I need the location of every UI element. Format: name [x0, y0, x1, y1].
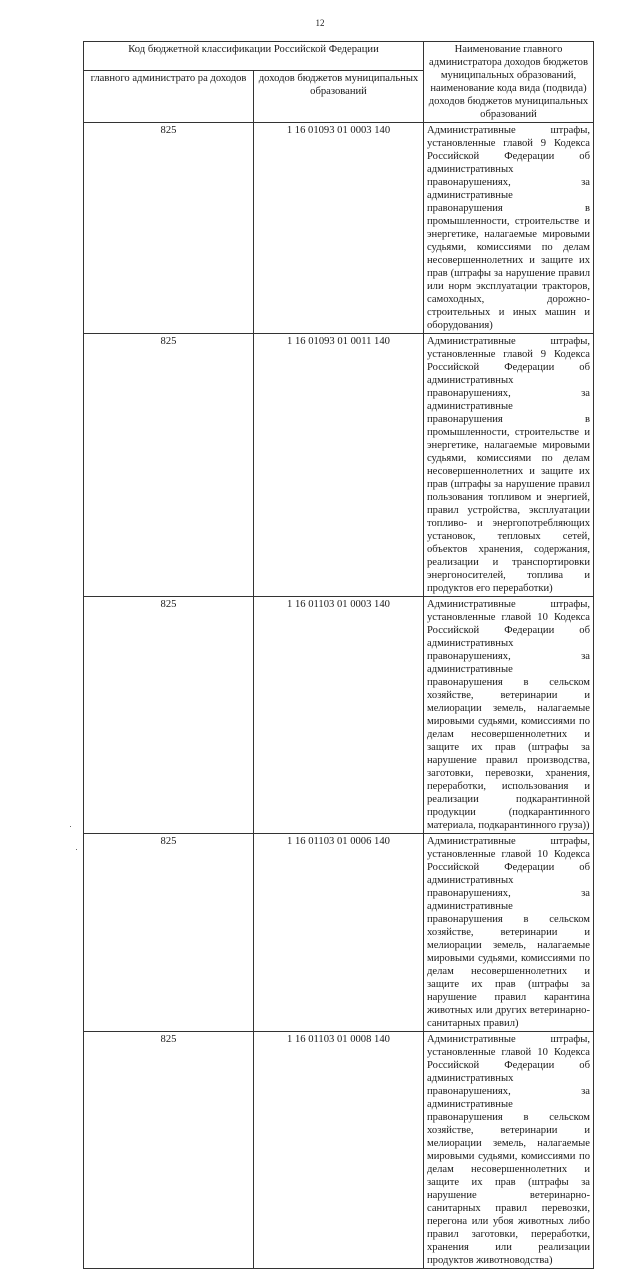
table-row	[84, 334, 594, 597]
revenue-code-cell: 1 16 01103 01 0003 140	[254, 597, 424, 834]
page-number: 12	[315, 18, 325, 28]
revenue-name-cell: Административные штрафы, установленные главой 10 Кодекса Российской Федерации об административных правонарушениях, за административные правонарушения в сельском хозяйстве, ветеринарии и мелиорации земель, налагаемые мировыми судьями, комиссиями по делам несовершеннолетних и защите их прав (штрафы за нарушение ветеринарно-санитарных правил перевозки, перегона или убоя животных либо правил заготовки, переработки, хранения или реализации продуктов животноводства)	[424, 1032, 594, 1269]
admin-code-cell: 825	[84, 1032, 254, 1269]
table-row	[84, 1032, 594, 1269]
table-header-row	[84, 42, 594, 71]
table-row	[84, 123, 594, 334]
budget-classification-table	[83, 41, 594, 1269]
revenue-column-header: доходов бюджетов муниципальных образований	[254, 70, 424, 122]
scan-speck	[76, 849, 77, 850]
revenue-code-cell: 1 16 01093 01 0003 140	[254, 123, 424, 334]
admin-code-cell: 825	[84, 597, 254, 834]
revenue-name-cell: Административные штрафы, установленные главой 9 Кодекса Российской Федерации об административных правонарушениях, за административные правонарушения в промышленности, строительстве и энергетике, налагаемые мировыми судьями, комиссиями по делам несовершеннолетних и защите их прав (штрафы за нарушение правил или норм эксплуатации тракторов, самоходных, дорожно-строительных и иных машин и оборудования)	[424, 123, 594, 334]
admin-column-header: главного администрато ра доходов	[84, 70, 254, 122]
table-row	[84, 597, 594, 834]
admin-code-cell: 825	[84, 123, 254, 334]
kbk-group-header: Код бюджетной классификации Российской Федерации	[84, 42, 424, 71]
admin-code-cell: 825	[84, 834, 254, 1032]
admin-code-cell: 825	[84, 334, 254, 597]
scan-speck	[70, 826, 71, 827]
name-column-header: Наименование главного администратора доходов бюджетов муниципальных образований, наименование кода вида (подвида) доходов бюджетов муниципальных образований	[424, 42, 594, 123]
table-row	[84, 834, 594, 1032]
revenue-code-cell: 1 16 01103 01 0006 140	[254, 834, 424, 1032]
revenue-code-cell: 1 16 01093 01 0011 140	[254, 334, 424, 597]
revenue-name-cell: Административные штрафы, установленные главой 9 Кодекса Российской Федерации об административных правонарушениях, за административные правонарушения в промышленности, строительстве и энергетике, налагаемые мировыми судьями, комиссиями по делам несовершеннолетних и защите их прав (штрафы за нарушение правил пользования топливом и энергией, правил устройства, эксплуатации топливо- и энергопотребляющих установок, тепловых сетей, объектов хранения, содержания, реализации и транспортировки энергоносителей, топлива и продуктов его переработки)	[424, 334, 594, 597]
revenue-name-cell: Административные штрафы, установленные главой 10 Кодекса Российской Федерации об административных правонарушениях, за административные правонарушения в сельском хозяйстве, ветеринарии и мелиорации земель, налагаемые мировыми судьями, комиссиями по делам несовершеннолетних и защите их прав (штрафы за нарушение правил производства, заготовки, перевозки, хранения, переработки, использования и реализации подкарантинной продукции (подкарантинного материала, подкарантинного груза))	[424, 597, 594, 834]
revenue-name-cell: Административные штрафы, установленные главой 10 Кодекса Российской Федерации об административных правонарушениях, за административные правонарушения в сельском хозяйстве, ветеринарии и мелиорации земель, налагаемые мировыми судьями, комиссиями по делам несовершеннолетних и защите их прав (штрафы за нарушение правил карантина животных или других ветеринарно-санитарных правил)	[424, 834, 594, 1032]
revenue-code-cell: 1 16 01103 01 0008 140	[254, 1032, 424, 1269]
